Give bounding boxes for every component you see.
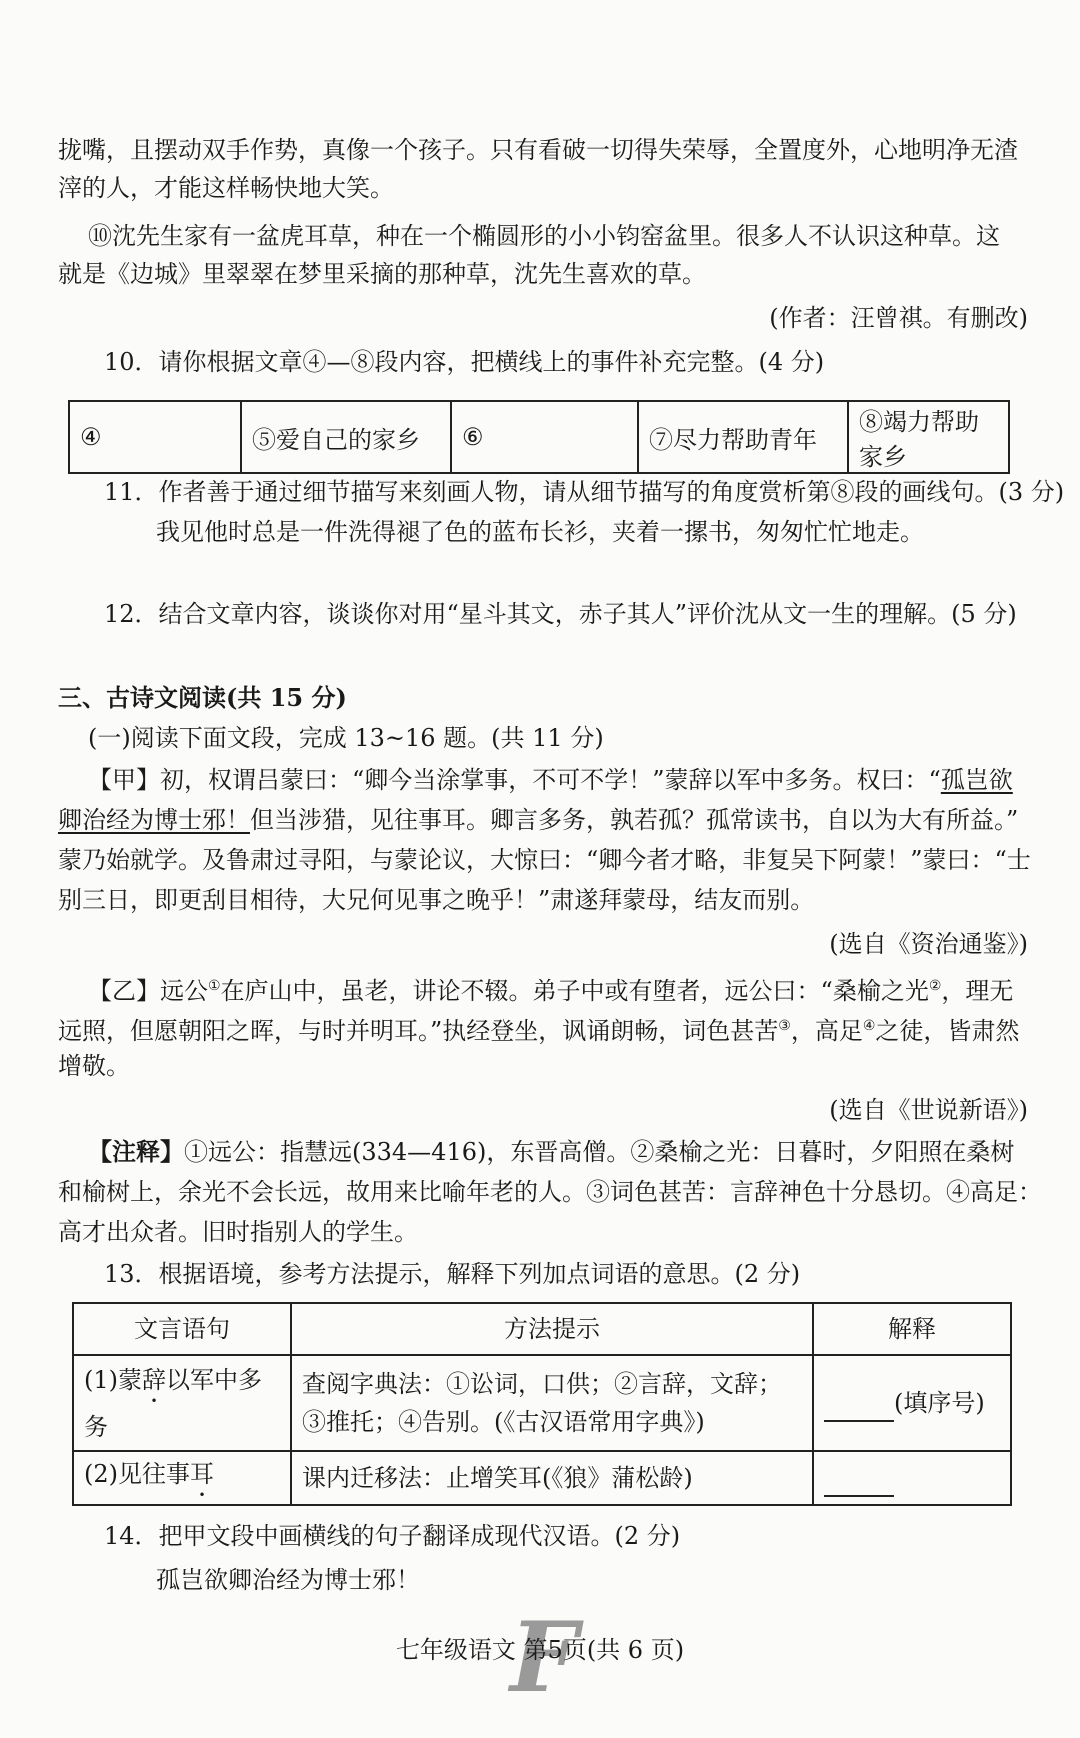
yi-text: ，理无 — [941, 977, 1014, 1005]
q13-answer-2[interactable] — [813, 1451, 1011, 1505]
question-14: 14．把甲文段中画横线的句子翻译成现代汉语。(2 分) — [104, 1522, 681, 1550]
yi-text: ，高足 — [790, 1017, 863, 1045]
q13-text: (1)蒙 — [84, 1365, 142, 1394]
yi-source: (选自《世说新语》) — [829, 1096, 1028, 1124]
q13-table — [72, 1302, 1012, 1506]
q10-cell: ⑧竭力帮助家乡 — [848, 401, 1009, 473]
answer-blank[interactable] — [824, 1394, 894, 1422]
note-ref: ④ — [862, 1018, 876, 1034]
jia-underlined: 孤岂欲 — [940, 766, 1013, 794]
passage-line: 拢嘴，且摆动双手作势，真像一个孩子。只有看破一切得失荣辱，全置度外，心地明净无渣 — [58, 136, 1018, 164]
jia-line: 别三日，即更刮目相待，大兄何见事之晚乎！”肃遂拜蒙母，结友而别。 — [58, 886, 815, 914]
q10-cell: ⑤爱自己的家乡 — [241, 401, 451, 473]
yi-text: 远照，但愿朝阳之晖，与时并明耳。”执经登坐，讽诵朗畅，词色甚苦 — [58, 1017, 779, 1045]
note-ref: ① — [208, 978, 221, 994]
yi-line: 增敬。 — [58, 1052, 130, 1080]
jia-line — [88, 762, 1030, 798]
q13-header: 方法提示 — [291, 1303, 813, 1355]
yi-text: 之徒，皆肃然 — [875, 1017, 1020, 1045]
q13-hint-1 — [291, 1355, 813, 1451]
page-footer: 七年级语文 第5页(共 6 页) — [395, 1636, 685, 1664]
q14-quote: 孤岂欲卿治经为博士邪！ — [156, 1566, 420, 1594]
question-11: 11．作者善于通过细节描写来刻画人物，请从细节描写的角度赏析第⑧段的画线句。(3 分) — [104, 478, 1065, 506]
passage-line: 滓的人，才能这样畅快地大笑。 — [58, 174, 394, 202]
q11-quote: 我见他时总是一件洗得褪了色的蓝布长衫，夹着一摞书，匆匆忙忙地走。 — [156, 518, 924, 546]
q13-hint-2: 课内迁移法：止增笑耳(《狼》蒲松龄) — [291, 1451, 813, 1505]
q10-cell: ⑥ — [451, 401, 638, 473]
q13-answer-1[interactable] — [813, 1355, 1011, 1451]
note-ref: ② — [928, 978, 942, 994]
jia-source: (选自《资治通鉴》) — [829, 930, 1028, 958]
notes-line: 高才出众者。旧时指别人的学生。 — [58, 1218, 418, 1246]
dotted-word: 耳 — [190, 1459, 214, 1488]
q13-answer-hint: (填序号) — [894, 1389, 985, 1417]
q13-text: 以军中多务 — [84, 1365, 262, 1441]
q10-cell: ④ — [69, 401, 241, 473]
yi-text: 【乙】远公 — [88, 977, 208, 1005]
passage-line: ⑩沈先生家有一盆虎耳草，种在一个椭圆形的小小钧窑盆里。很多人不认识这种草。这 — [88, 222, 1000, 250]
yi-line — [88, 968, 1030, 1009]
dotted-word: 辞 — [142, 1365, 166, 1394]
watermark-logo: F — [510, 1601, 579, 1714]
jia-underlined: 卿治经为博士邪！ — [58, 806, 250, 834]
note-ref: ③ — [778, 1018, 791, 1034]
q13-header: 解释 — [813, 1303, 1011, 1355]
q13-header: 文言语句 — [73, 1303, 291, 1355]
q10-table — [68, 400, 1010, 474]
q10-cell: ⑦尽力帮助青年 — [638, 401, 848, 473]
passage-line: 就是《边城》里翠翠在梦里采摘的那种草，沈先生喜欢的草。 — [58, 260, 706, 288]
q13-hint-line: 查阅字典法：①讼词，口供；②言辞，文辞； — [302, 1370, 782, 1398]
answer-blank[interactable] — [824, 1469, 894, 1497]
section-subtitle: (一)阅读下面文段，完成 13~16 题。(共 11 分) — [88, 724, 604, 752]
notes-label: 【注释】 — [88, 1137, 184, 1166]
jia-line — [58, 802, 1030, 838]
notes-text: ①远公：指慧远(334—416)，东晋高僧。②桑榆之光：日暮时，夕阳照在桑树 — [184, 1138, 1015, 1166]
notes-line — [88, 1134, 1030, 1170]
jia-line: 蒙乃始就学。及鲁肃过寻阳，与蒙论议，大惊曰：“卿今者才略，非复吴下阿蒙！”蒙曰：“士 — [58, 846, 1031, 874]
yi-line — [58, 1008, 1030, 1049]
notes-line: 和榆树上，余光不会长远，故用来比喻年老的人。③词色甚苦：言辞神色十分恳切。④高足： — [58, 1178, 1042, 1206]
q13-text: (2)见往事 — [84, 1459, 190, 1488]
q13-hint-line: ③推托；④告别。(《古汉语常用字典》) — [302, 1408, 705, 1436]
question-12: 12．结合文章内容，谈谈你对用“星斗其文，赤子其人”评价沈从文一生的理解。(5 分) — [104, 600, 1017, 628]
jia-text: 但当涉猎，见往事耳。卿言多务，孰若孤？孤常读书，自以为大有所益。” — [250, 806, 1019, 834]
q13-sentence-1 — [73, 1355, 291, 1451]
question-10: 10．请你根据文章④—⑧段内容，把横线上的事件补充完整。(4 分) — [104, 348, 825, 376]
yi-text: 在庐山中，虽老，讲论不辍。弟子中或有堕者，远公曰：“桑榆之光 — [220, 977, 929, 1005]
section-title: 三、古诗文阅读(共 15 分) — [58, 683, 347, 712]
passage-source: (作者：汪曾祺。有删改) — [769, 304, 1028, 332]
jia-text: 【甲】初，权谓吕蒙曰：“卿今当涂掌事，不可不学！”蒙辞以军中多务。权曰：“ — [88, 766, 941, 794]
question-13: 13．根据语境，参考方法提示，解释下列加点词语的意思。(2 分) — [104, 1260, 801, 1288]
q13-sentence-2 — [73, 1451, 291, 1505]
